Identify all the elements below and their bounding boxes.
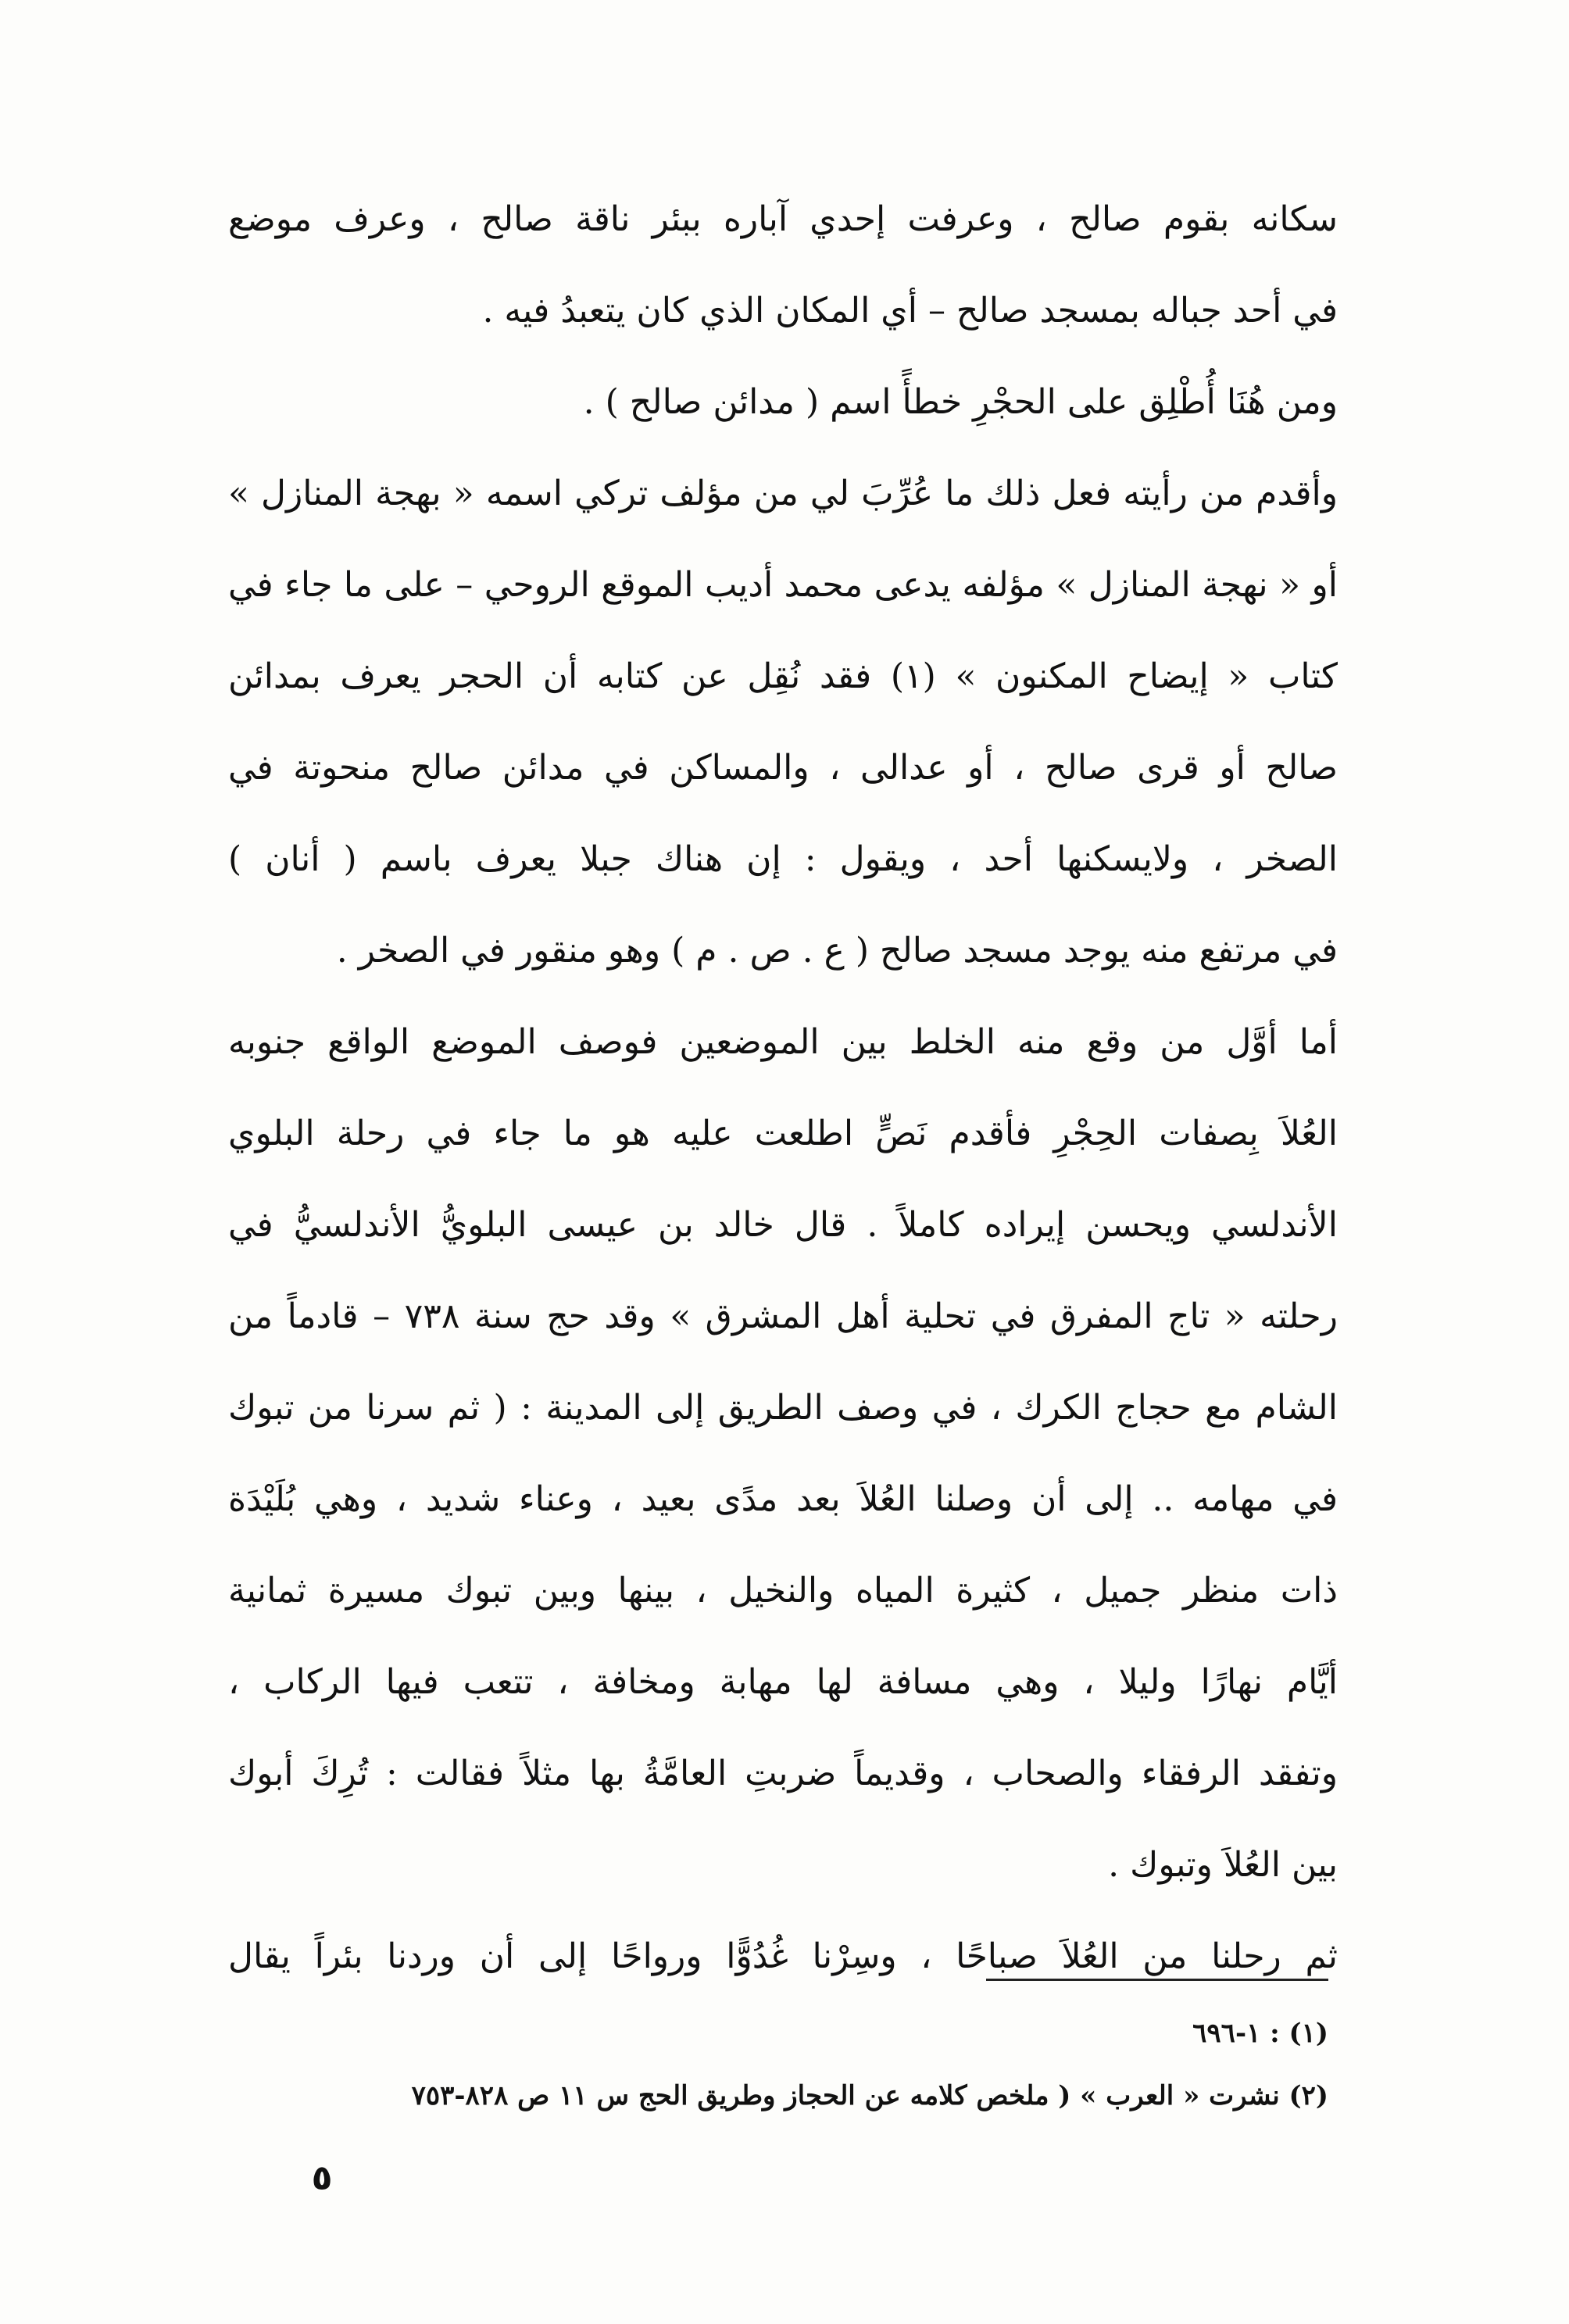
text-line: العُلاَ بِصفات الحِجْرِ فأقدم نَصٍّ اطلعت عليه هو ما جاء في رحلة البلوي xyxy=(228,1114,1338,1153)
text-line: الأندلسي ويحسن إيراده كاملاً . قال خالد بن عيسى البلويُّ الأندلسيُّ في xyxy=(228,1205,1338,1245)
page-number: ٥ xyxy=(311,2158,333,2198)
footnote-2: (٢) نشرت « العرب » ( ملخص كلامه عن الحجاز وطريق الحج س ١١ ص ٨٢٨-٧٥٣ xyxy=(411,2080,1328,2111)
text-line: أيَّام نهارًا وليلا ، وهي مسافة لها مهابة ومخافة ، تتعب فيها الركاب ، xyxy=(228,1662,1338,1702)
footnotes xyxy=(297,2002,1328,2127)
text-line: وأقدم من رأيته فعل ذلك ما عُرِّبَ لي من مؤلف تركي اسمه « بهجة المنازل » xyxy=(228,474,1338,513)
text-line: في مهامه .. إلى أن وصلنا العُلاَ بعد مدًى بعيد ، وعناء شديد ، وهي بُلَيْدَة xyxy=(228,1479,1338,1519)
text-line: الشام مع حجاج الكرك ، في وصف الطريق إلى المدينة : ( ثم سرنا من تبوك xyxy=(228,1388,1338,1428)
text-line: في أحد جباله بمسجد صالح – أي المكان الذي كان يتعبدُ فيه . xyxy=(482,291,1338,331)
text-line: في مرتفع منه يوجد مسجد صالح ( ع . ص . م ) وهو منقور في الصخر . xyxy=(336,931,1338,971)
body-text xyxy=(228,173,1338,2002)
text-line: سكانه بقوم صالح ، وعرفت إحدي آباره ببئر ناقة صالح ، وعرف موضع xyxy=(228,199,1338,239)
text-line: الصخر ، ولايسكنها أحد ، ويقول : إن هناك جبلا يعرف باسم ( أنان ) xyxy=(228,839,1338,879)
text-line: كتاب « إيضاح المكنون » (١) فقد نُقِل عن كتابه أن الحجر يعرف بمدائن xyxy=(228,656,1338,696)
text-line: صالح أو قرى صالح ، أو عدالى ، والمساكن في مدائن صالح منحوتة في xyxy=(228,748,1338,788)
text-line: وتفقد الرفقاء والصحاب ، وقديماً ضربتِ العامَّةُ بها مثلاً فقالت : تُرِكَ أبوك xyxy=(228,1754,1338,1793)
text-line: أو « نهجة المنازل » مؤلفه يدعى محمد أديب الموقع الروحي – على ما جاء في xyxy=(228,565,1338,605)
text-line: ومن هُنَا أُطْلِق على الحجْرِ خطأً اسم ( مدائن صالح ) . xyxy=(583,382,1338,422)
footnote-1: (١) : ١-٦٩٦ xyxy=(1192,2018,1328,2049)
footnote-divider xyxy=(986,1979,1328,1981)
text-line: ثم رحلنا من العُلاَ صباحًا ، وسِرْنا غُدُوًّا ورواحًا إلى أن وردنا بئراً يقال xyxy=(228,1936,1338,1976)
text-line: ذات منظر جميل ، كثيرة المياه والنخيل ، بينها وبين تبوك مسيرة ثمانية xyxy=(228,1571,1338,1611)
text-line: رحلته « تاج المفرق في تحلية أهل المشرق » وقد حج سنة ٧٣٨ – قادماً من xyxy=(228,1296,1338,1336)
text-line: أما أوَّل من وقع منه الخلط بين الموضعين فوصف الموضع الواقع جنوبه xyxy=(228,1022,1338,1062)
text-line: بين العُلاَ وتبوك . xyxy=(1108,1845,1338,1885)
